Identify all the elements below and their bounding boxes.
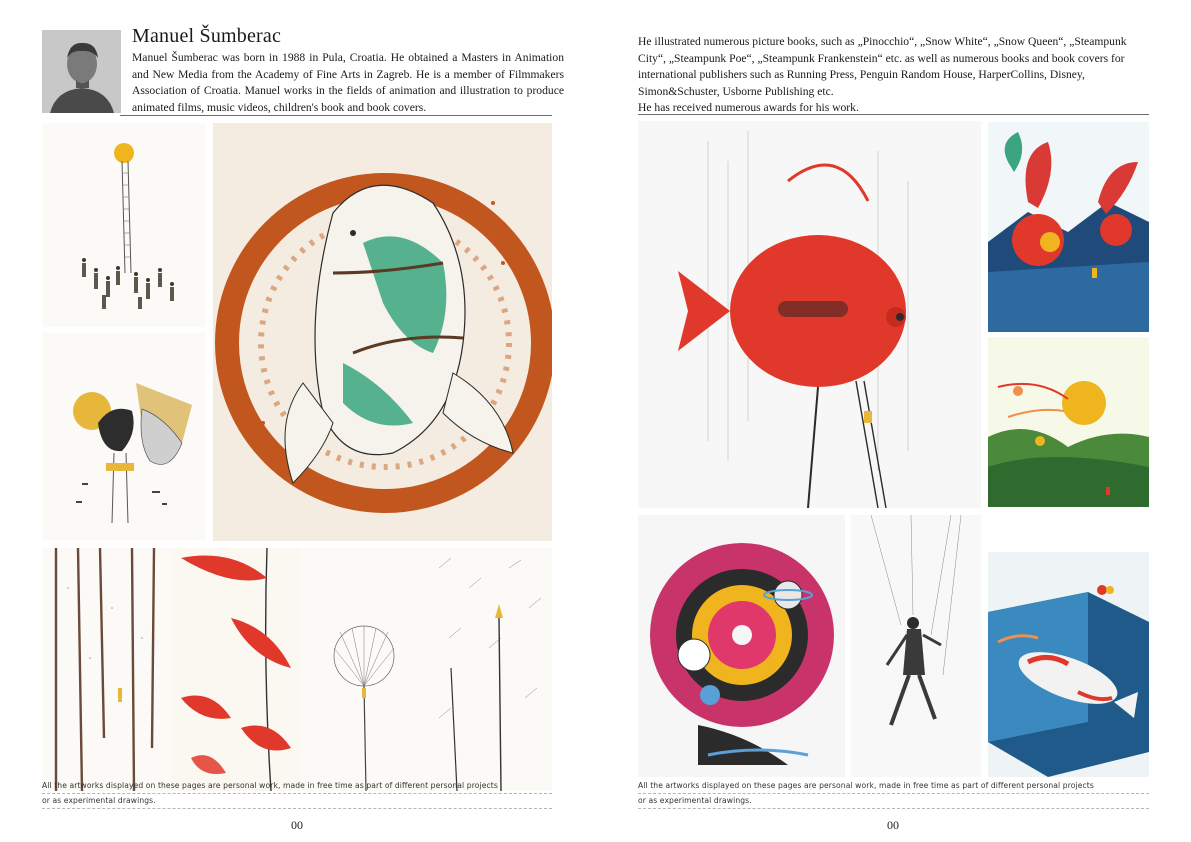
footnote-right-line1: All the artworks displayed on these pages are personal work, made in free time as part of different personal projects xyxy=(638,781,1094,790)
artwork-red-fish xyxy=(638,121,981,508)
footnote-right-divider1 xyxy=(638,793,1149,794)
header-rule-left xyxy=(120,115,552,116)
bio-awards: He has received numerous awards for his work. xyxy=(638,101,859,115)
artwork-marionette xyxy=(851,515,981,777)
artwork-seeds xyxy=(429,548,552,791)
artwork-ladder-crowd xyxy=(42,123,206,327)
footnote-right-divider2 xyxy=(638,808,1149,809)
artist-bio-continued xyxy=(638,34,1150,117)
artist-portrait xyxy=(42,30,121,113)
artwork-vinyl-planet xyxy=(638,515,845,777)
artwork-dandelion xyxy=(300,548,429,791)
footnote-left-line2: or as experimental drawings. xyxy=(42,796,156,805)
artwork-red-creatures xyxy=(988,122,1149,332)
artwork-trees xyxy=(42,548,171,791)
artwork-fish-circle xyxy=(213,123,552,541)
artist-name: Manuel Šumberac xyxy=(132,25,282,47)
artwork-figure-chair xyxy=(42,333,206,540)
page-number-left: 00 xyxy=(291,818,303,832)
artwork-red-leaves xyxy=(171,548,300,791)
page-number-right: 00 xyxy=(887,818,899,832)
artist-bio: Manuel Šumberac was born in 1988 in Pula, Croatia. He obtained a Masters in Animation and New Media from the Academy of Fine Arts in Zagreb. He is a member of Filmmakers Association of Croatia. Manuel works in the fields of animation and illustration to produce animated films, music videos, children's book and book covers. xyxy=(132,51,564,114)
header-rule-right xyxy=(638,114,1149,115)
footnote-right-line2: or as experimental drawings. xyxy=(638,796,752,805)
footnote-left-divider1 xyxy=(42,793,552,794)
bio-continued-paragraph: He illustrated numerous picture books, such as „Pinocchio“, „Snow White“, „Snow Queen“, „Steampunk City“, „Steampunk Poe“, „Steampunk Frankenstein“ etc. as well as numerous books and book covers for international publishers such as Running Press, Penguin Random House, HarperCollins, Disney, Simon&Schuster, Usborne Publishing etc. xyxy=(638,35,1127,98)
artwork-koi-fish xyxy=(988,552,1149,777)
footnote-left-divider2 xyxy=(42,808,552,809)
footnote-left-line1: All the artworks displayed on these pages are personal work, made in free time as part of different personal projects xyxy=(42,781,498,790)
artwork-yellow-sun xyxy=(988,337,1149,507)
